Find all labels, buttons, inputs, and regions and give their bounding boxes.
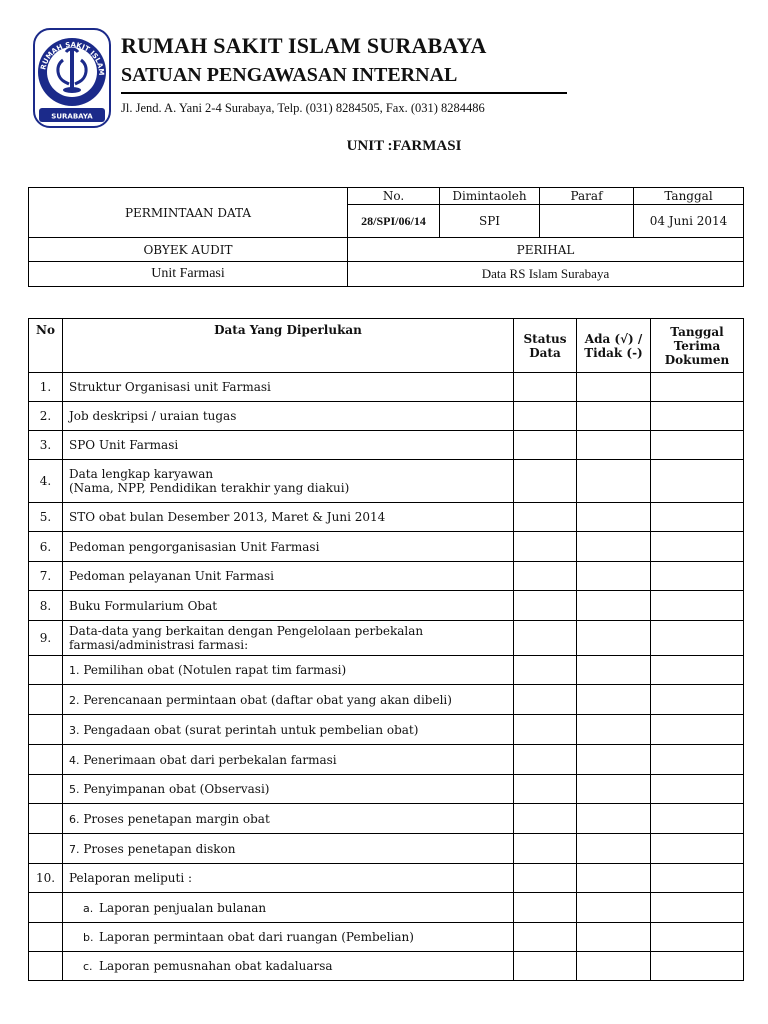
row-description [63,621,514,656]
table-row [29,532,744,562]
row-number [29,775,63,804]
sub-item-number: 2. [69,693,80,707]
available-cell[interactable] [577,621,651,656]
status-cell[interactable] [514,864,577,893]
available-cell[interactable] [577,685,651,715]
sub-item-letter: c. [83,960,93,973]
table-row [29,621,744,656]
header-no: No [29,319,63,373]
row-number [29,715,63,745]
date-received-cell[interactable] [651,591,744,621]
row-description [63,952,514,981]
row-number: 9. [29,621,63,656]
row-text: Laporan penjualan bulanan [99,900,267,915]
status-cell[interactable] [514,621,577,656]
sub-item-letter: b. [83,931,94,944]
date-received-cell[interactable] [651,621,744,656]
row-description [63,431,514,460]
status-cell[interactable] [514,804,577,834]
date-received-cell[interactable] [651,864,744,893]
sub-item-number: 6. [69,812,80,826]
row-description [63,656,514,685]
row-text: Buku Formularium Obat [69,598,218,613]
status-cell[interactable] [514,402,577,431]
available-cell[interactable] [577,834,651,864]
row-description [63,923,514,952]
row-number [29,923,63,952]
table-row [29,402,744,431]
audit-object-value: Unit Farmasi [29,262,348,287]
status-cell[interactable] [514,685,577,715]
table-row [29,685,744,715]
row-text: Data-data yang berkaitan dengan Pengelolaan perbekalan [69,624,424,638]
date-received-cell[interactable] [651,923,744,952]
subject-label: PERIHAL [348,238,744,262]
row-number [29,834,63,864]
row-number [29,893,63,923]
table-row [29,804,744,834]
sub-item-letter: a. [83,901,94,915]
row-description [63,775,514,804]
date-received-cell[interactable] [651,562,744,591]
row-text: Struktur Organisasi unit Farmasi [69,380,271,394]
status-cell[interactable] [514,834,577,864]
row-number [29,804,63,834]
row-description [63,715,514,745]
available-cell[interactable] [577,562,651,591]
available-cell[interactable] [577,864,651,893]
available-cell[interactable] [577,431,651,460]
date-received-cell[interactable] [651,834,744,864]
date-received-cell[interactable] [651,685,744,715]
row-number: 5. [29,503,63,532]
status-cell[interactable] [514,373,577,402]
row-text: Pemilihan obat (Notulen rapat tim farmasi) [83,663,347,677]
sub-item-number: 5. [69,783,80,796]
date-received-cell[interactable] [651,532,744,562]
requested-by-value: SPI [440,205,540,238]
row-description [63,834,514,864]
available-cell[interactable] [577,715,651,745]
row-text: Pedoman pengorganisasian Unit Farmasi [69,539,320,554]
available-cell[interactable] [577,893,651,923]
unit-name: SATUAN PENGAWASAN INTERNAL [121,64,458,86]
table-row [29,952,744,981]
row-text: Job deskripsi / uraian tugas [69,409,237,423]
row-text: Pedoman pelayanan Unit Farmasi [69,569,275,583]
row-number: 10. [29,864,63,893]
row-number: 6. [29,532,63,562]
document-title: UNIT :FARMASI [346,138,462,154]
row-number: 1. [29,373,63,402]
row-description [63,864,514,893]
row-number: 3. [29,431,63,460]
col-requested-by-header: Dimintaoleh [440,188,540,205]
request-table [28,187,744,287]
row-description [63,745,514,775]
table-row [29,923,744,952]
date-received-cell[interactable] [651,893,744,923]
row-number [29,656,63,685]
table-row [29,562,744,591]
available-cell[interactable] [577,532,651,562]
row-text: Perencanaan permintaan obat (daftar obat yang akan dibeli) [83,692,452,707]
row-number [29,952,63,981]
row-text: Laporan pemusnahan obat kadaluarsa [99,959,333,973]
available-cell[interactable] [577,775,651,804]
status-cell[interactable] [514,532,577,562]
available-cell[interactable] [577,952,651,981]
status-cell[interactable] [514,656,577,685]
row-description [63,460,514,503]
status-cell[interactable] [514,503,577,532]
date-received-cell[interactable] [651,804,744,834]
header-date-received: Tanggal Terima Dokumen [651,319,744,373]
required-data-table [28,318,744,981]
date-received-cell[interactable] [651,656,744,685]
hospital-logo [33,28,111,128]
status-cell[interactable] [514,431,577,460]
header-divider [121,92,567,94]
row-number [29,685,63,715]
row-description [63,532,514,562]
request-label: PERMINTAAN DATA [29,188,348,238]
available-cell[interactable] [577,402,651,431]
date-received-cell[interactable] [651,402,744,431]
row-text: Data lengkap karyawan [69,467,214,481]
date-received-cell[interactable] [651,952,744,981]
table-row [29,834,744,864]
request-number: 28/SPI/06/14 [348,205,440,238]
row-text: Penerimaan obat dari perbekalan farmasi [83,752,337,767]
row-description [63,562,514,591]
logo-city-text: SURABAYA [51,112,93,121]
status-cell[interactable] [514,715,577,745]
row-number: 7. [29,562,63,591]
table-row [29,775,744,804]
status-cell[interactable] [514,775,577,804]
date-received-cell[interactable] [651,745,744,775]
row-description [63,591,514,621]
subject-value: Data RS Islam Surabaya [348,262,744,287]
sub-item-number: 1. [69,664,80,677]
available-cell[interactable] [577,503,651,532]
row-number [29,745,63,775]
row-text: Laporan permintaan obat dari ruangan (Pembelian) [99,930,414,944]
date-received-cell[interactable] [651,460,744,503]
hospital-name: RUMAH SAKIT ISLAM SURABAYA [121,33,487,58]
table-row [29,715,744,745]
col-signature-header: Paraf [540,188,634,205]
row-description [63,804,514,834]
row-description [63,373,514,402]
row-text: SPO Unit Farmasi [69,438,179,452]
available-cell[interactable] [577,923,651,952]
table-row [29,460,744,503]
date-received-cell[interactable] [651,373,744,402]
row-text: Penyimpanan obat (Observasi) [83,782,270,796]
audit-object-label: OBYEK AUDIT [29,238,348,262]
available-cell[interactable] [577,804,651,834]
table-row [29,373,744,402]
available-cell[interactable] [577,656,651,685]
sub-item-number: 7. [69,842,80,856]
available-cell[interactable] [577,460,651,503]
row-number: 8. [29,591,63,621]
request-date: 04 Juni 2014 [634,205,744,238]
row-description [63,685,514,715]
available-cell[interactable] [577,745,651,775]
row-text: Pengadaan obat (surat perintah untuk pembelian obat) [83,722,419,737]
table-row [29,864,744,893]
sub-item-number: 4. [69,753,80,767]
table-row [29,503,744,532]
row-number: 2. [29,402,63,431]
status-cell[interactable] [514,591,577,621]
status-cell[interactable] [514,923,577,952]
date-received-cell[interactable] [651,431,744,460]
row-text-continued: farmasi/administrasi farmasi: [69,638,249,652]
table-row [29,745,744,775]
row-description [63,402,514,431]
date-received-cell[interactable] [651,503,744,532]
col-date-header: Tanggal [634,188,744,205]
table-row [29,893,744,923]
signature-field[interactable] [540,205,634,238]
row-description [63,503,514,532]
row-number: 4. [29,460,63,503]
available-cell[interactable] [577,373,651,402]
status-cell[interactable] [514,562,577,591]
table-row [29,591,744,621]
date-received-cell[interactable] [651,715,744,745]
sub-item-number: 3. [69,723,80,737]
header-status: Status Data [514,319,577,373]
logo-ring-text: RUMAH SAKIT ISLAM [39,40,106,76]
status-cell[interactable] [514,460,577,503]
status-cell[interactable] [514,952,577,981]
row-text: Proses penetapan diskon [83,841,236,856]
table-row [29,656,744,685]
row-text: Pelaporan meliputi : [69,871,193,885]
header-data-required: Data Yang Diperlukan [63,319,514,373]
available-cell[interactable] [577,591,651,621]
col-no-header: No. [348,188,440,205]
row-description [63,893,514,923]
row-text: STO obat bulan Desember 2013, Maret & Juni 2014 [69,510,386,524]
address: Jl. Jend. A. Yani 2-4 Surabaya, Telp. (031) 8284505, Fax. (031) 8284486 [121,101,485,115]
header-available: Ada (√) / Tidak (-) [577,319,651,373]
row-text: Proses penetapan margin obat [83,811,270,826]
status-cell[interactable] [514,893,577,923]
date-received-cell[interactable] [651,775,744,804]
status-cell[interactable] [514,745,577,775]
row-text-continued: (Nama, NPP, Pendidikan terakhir yang diakui) [69,481,350,495]
table-row [29,431,744,460]
